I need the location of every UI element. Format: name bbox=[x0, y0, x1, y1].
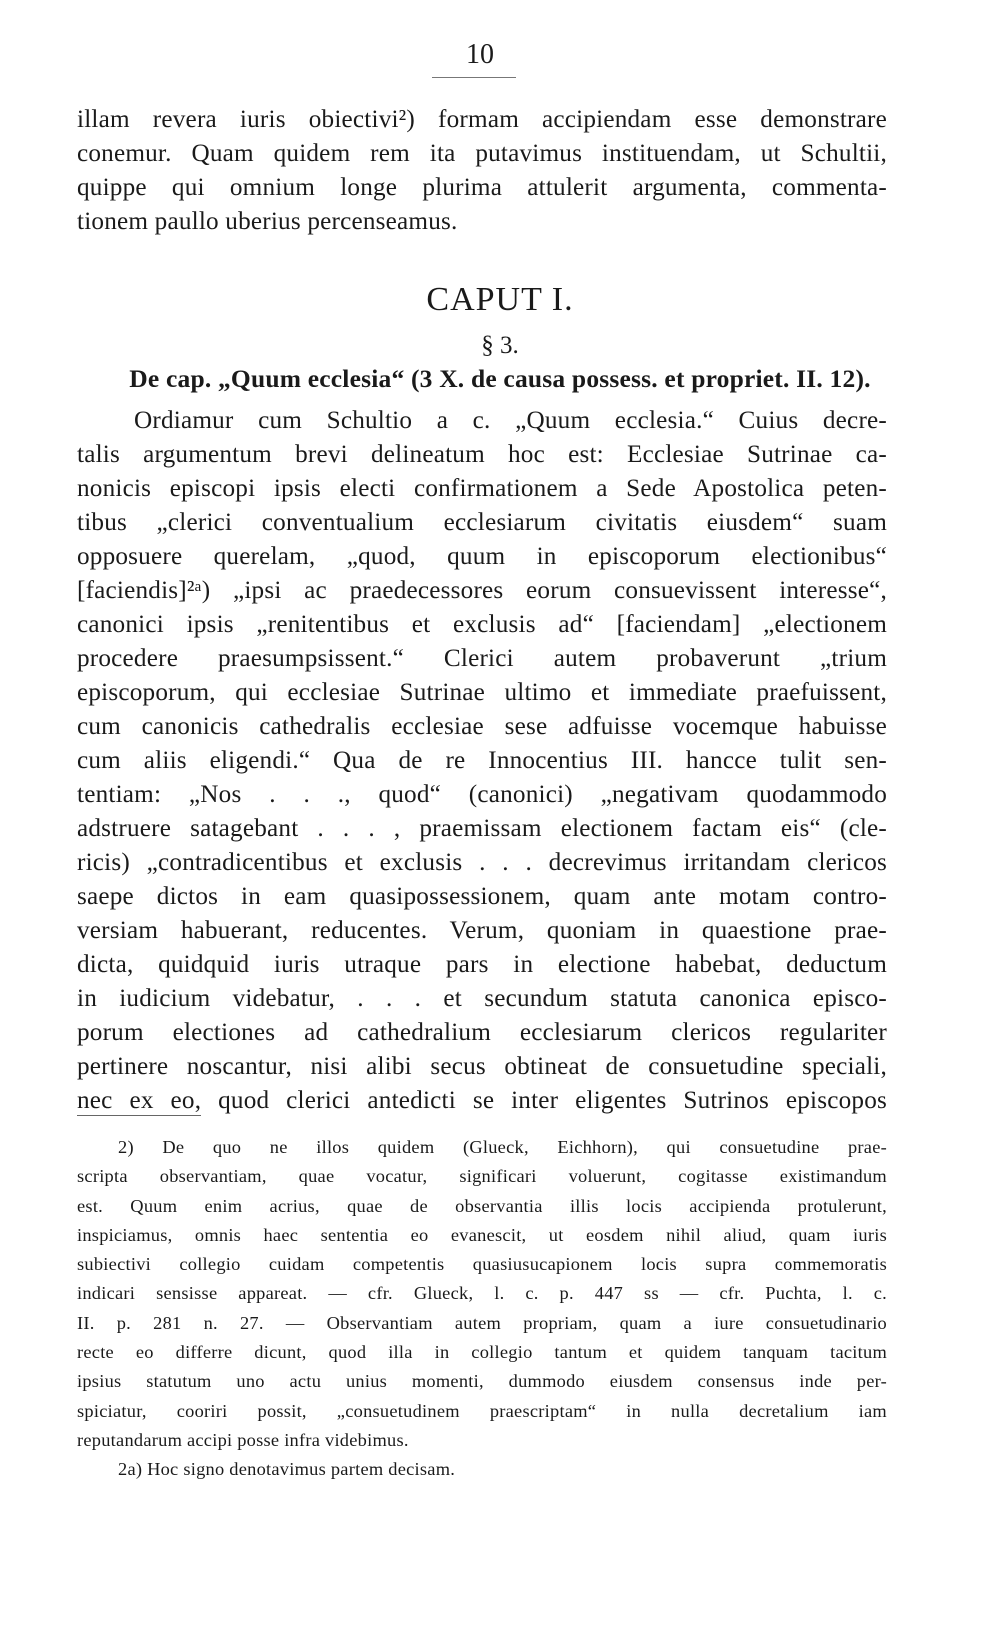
text-line: conemur. Quam quidem rem ita putavimus instituendam, ut Schultii, bbox=[77, 140, 887, 167]
footnote-line: scripta observantiam, quae vocatur, significari voluerunt, cogitasse existimandum bbox=[77, 1166, 887, 1187]
text-line: illam revera iuris obiectivi²) formam accipiendam esse demonstrare bbox=[77, 106, 887, 133]
footnote-line: ipsius statutum uno actu unius momenti, dummodo eiusdem consensus inde per- bbox=[77, 1371, 887, 1392]
page-number-rule bbox=[432, 77, 516, 78]
text-line: tionem paullo uberius percenseamus. bbox=[77, 208, 458, 235]
text-line: cum aliis eligendi.“ Qua de re Innocentius III. hancce tulit sen- bbox=[77, 747, 887, 774]
footnote-line: II. p. 281 n. 27. — Observantiam autem propriam, quam a iure consuetudinario bbox=[77, 1312, 887, 1333]
footnote-line: spiciatur, cooriri possit, „consuetudinem praescriptam“ in nulla decretalium iam bbox=[77, 1400, 887, 1421]
chapter-title: CAPUT I. bbox=[426, 281, 574, 318]
footnote-line: 2) De quo ne illos quidem (Glueck, Eichhorn), qui consuetudine prae- bbox=[118, 1137, 887, 1157]
text-line: [faciendis]²ᵃ) „ipsi ac praedecessores eorum consuevissent interesse“, bbox=[77, 577, 887, 604]
page-number: 10 bbox=[466, 39, 494, 70]
text-line: tibus „clerici conventualium ecclesiarum civitatis eiusdem“ suam bbox=[77, 509, 887, 536]
text-line: versiam habuerant, reducentes. Verum, quoniam in quaestione prae- bbox=[77, 917, 887, 944]
footnote-line: est. Quum enim acrius, quae de observantia illis locis accipienda protulerunt, bbox=[77, 1195, 887, 1216]
footnote-line: recte eo differre dicunt, quod illa in collegio tantum et quidem tanquam tacitum bbox=[77, 1342, 887, 1363]
text-line: canonici ipsis „renitentibus et exclusis ad“ [faciendam] „electionem bbox=[77, 611, 887, 638]
text-line: porum electiones ad cathedralium ecclesiarum clericos regulariter bbox=[77, 1019, 887, 1046]
text-line: tentiam: „Nos . . ., quod“ (canonici) „negativam quodammodo bbox=[77, 781, 887, 808]
footnote-line: subiectivi collegio cuidam competentis quasiusucapionem locis supra commemoratis bbox=[77, 1254, 887, 1275]
text-line: opposuere querelam, „quod, quum in episcoporum electionibus“ bbox=[77, 543, 887, 570]
footnote-2a bbox=[77, 1455, 887, 1484]
footnote-line: inspiciamus, omnis haec sententia eo evanescit, ut eosdem nihil aliud, quam iuris bbox=[77, 1224, 887, 1245]
text-line: pertinere noscantur, nisi alibi secus obtineat de consuetudine speciali, bbox=[77, 1053, 887, 1080]
text-line: saepe dictos in eam quasipossessionem, quam ante motam contro- bbox=[77, 883, 887, 910]
text-line: cum canonicis cathedralis ecclesiae sese adfuisse vocemque habuisse bbox=[77, 713, 887, 740]
text-line: nonicis episcopi ipsis electi confirmationem a Sede Apostolica peten- bbox=[77, 475, 887, 502]
text-line: dicta, quidquid iuris utraque pars in electione habebat, deductum bbox=[77, 951, 887, 978]
footnote-line: indicari sensisse appareat. — cfr. Glueck, l. c. p. 447 ss — cfr. Puchta, l. c. bbox=[77, 1283, 887, 1304]
text-line: quippe qui omnium longe plurima attulerit argumenta, commenta- bbox=[77, 174, 887, 201]
footnote-2 bbox=[77, 1133, 887, 1455]
text-line: talis argumentum brevi delineatum hoc est: Ecclesiae Sutrinae ca- bbox=[77, 441, 887, 468]
text-line: ricis) „contradicentibus et exclusis . . . decrevimus irritandam clericos bbox=[77, 849, 887, 876]
text-line: episcoporum, qui ecclesiae Sutrinae ultimo et immediate praefuissent, bbox=[77, 679, 887, 706]
footnote-separator bbox=[77, 1115, 201, 1116]
section-heading: De cap. „Quum ecclesia“ (3 X. de causa possess. et propriet. II. 12). bbox=[129, 364, 871, 393]
text-line: Ordiamur cum Schultio a c. „Quum ecclesia.“ Cuius decre- bbox=[134, 407, 887, 434]
intro-paragraph bbox=[77, 103, 887, 239]
text-line: in iudicium videbatur, . . . et secundum statuta canonica episco- bbox=[77, 985, 887, 1012]
section-mark: § 3. bbox=[481, 332, 519, 359]
body-paragraph bbox=[77, 404, 887, 1118]
text-line: procedere praesumpsissent.“ Clerici autem probaverunt „trium bbox=[77, 645, 887, 672]
footnote-line: reputandarum accipi posse infra videbimus. bbox=[77, 1429, 409, 1450]
text-line: adstruere satagebant . . . , praemissam electionem factam eis“ (cle- bbox=[77, 815, 887, 842]
footnote-line: 2a) Hoc signo denotavimus partem decisam. bbox=[118, 1459, 456, 1479]
text-line: nec ex eo, quod clerici antedicti se inter eligentes Sutrinos episcopos bbox=[77, 1087, 887, 1114]
